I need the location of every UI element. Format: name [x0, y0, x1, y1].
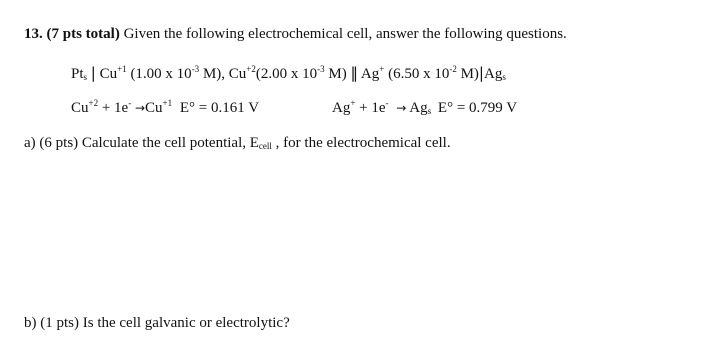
salt-bridge: ‖: [350, 64, 358, 82]
ag-ion-species: Ag+: [360, 64, 385, 82]
r2-potential: E° = 0.799 V: [437, 100, 518, 116]
r2-reactant: Ag+: [332, 98, 356, 116]
cu2-species: $Cu^{+2}$: [228, 64, 256, 82]
r1-electron: + 1e-: [101, 98, 132, 116]
half-reaction-copper: [71, 98, 260, 116]
e-cell-subscript: cell: [258, 141, 272, 151]
cu1-species: $Cu^{+1}$: [99, 64, 127, 82]
r1-reactant: $Cu^{+2}$: [71, 98, 99, 116]
r1-potential: E° = 0.161 V: [179, 100, 260, 116]
phase-boundary-2: |: [478, 64, 484, 82]
half-reaction-silver: [332, 98, 518, 116]
ag-electrode: $Ag_s$: [483, 66, 506, 82]
question-header: [24, 27, 567, 42]
ag-concentration: (6.50 x $10^{-2}$ M): [388, 64, 479, 82]
cu1-concentration: (1.00 x $10^{-3}$ M),: [130, 64, 226, 82]
r1-arrow-icon: →: [134, 101, 146, 115]
cell-notation: [71, 66, 506, 82]
question-number: 13. (7 pts total): [24, 26, 120, 42]
part-b-question: b) (1 pts) Is the cell galvanic or electrolytic?: [24, 315, 290, 331]
pt-electrode: $Pt_s$: [71, 66, 88, 82]
r2-electron: + 1e-: [359, 98, 389, 116]
question-intro: Given the following electrochemical cell, answer the following questions.: [123, 26, 567, 42]
r2-product: $Ag_s$: [409, 100, 432, 116]
part-a-question: a) (6 pts) Calculate the cell potential, $E_{cell}$ , for the electrochemical cell.: [24, 135, 451, 151]
phase-boundary-1: |: [90, 64, 96, 82]
r2-arrow-icon: →: [396, 101, 407, 115]
cu2-concentration: (2.00 x $10^{-3}$ M): [255, 64, 347, 82]
r1-product: $Cu^{+1}$: [145, 98, 173, 116]
